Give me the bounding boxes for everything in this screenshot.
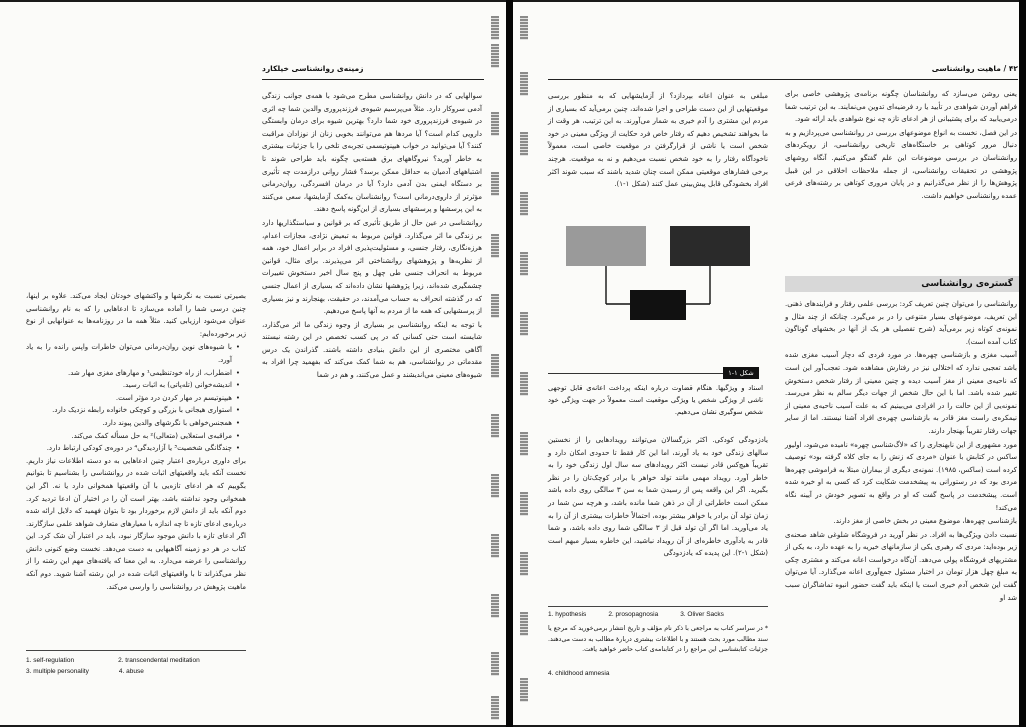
paragraph: بازشناسی چهره‌ها، موضوع معینی در بخش خاصی از مغز دارند. — [833, 517, 1017, 526]
list-item: • اندیشه‌خوانی (تله‌پاتی) به اثبات رسید. — [26, 379, 238, 392]
paragraph: با توجه به اینکه روانشناسی بر بسیاری از وجوه زندگی ما اثر می‌گذارد، شایسته است حتی کسانی که در پی کسب تخصص در این رشته نیستند آگاهی مختصری از این دانش بنیادی داشته باشند. گذراندن یک درس مقدماتی در روانشناسی، هم به شما کمک می‌کند که بفهمید چرا افراد به شیوه‌های معینی می‌اندیشند و عمل می‌کنند، و هم در شما — [262, 320, 482, 380]
paragraph: مبلغی به عنوان اعانه بپردازد؟ از آزمایشهایی که به منظور بررسی موقعیتهایی از این دست طراحی و اجرا شده‌اند، چنین برمی‌آید که بسیاری از مردم این مشتری را آدم خیری به شمار می‌آورند. به این ترتیب، هر وقت از ما بخواهند تشخیص دهیم که رفتار خاص فرد حکایت از ویژگی معینی در خود شخص است یا ناشی از قرارگرفتن در موقعیت خاصی است، معمولاً ناخودآگاه رفتار را به خود شخص نسبت می‌دهیم و نه به موقعیت. هرچند برخی فشارهای موقعیتی ممکن است چنان شدید باشند که سبب شوند اکثر افراد بخشودگی قابل پیش‌بینی عمل کنند (شکل ۱-۱). — [548, 92, 768, 189]
section-heading — [785, 276, 1023, 292]
list-item: • چندگانگی شخصیت³ یا آزاردیدگی⁴ در دوره‌ی کودکی ارتباط دارد. — [26, 442, 238, 455]
paragraph: مورد مشهوری از این نابهنجاری را که «لاگ‌شناسی چهره» نامیده می‌شود، اولیور ساکس در کتابش با عنوان «مردی که زنش را به جای کلاه گرفته بود» توصیف کرده است (ساکس، ۱۹۸۵). نمونه‌ی دیگری از بیماران مبتلا به فراموشی چهره‌ها مردی بود که در رستورانی به پیشخدمت شکایت کرد که کسی به او خیره شده است. پیشخدمت در پاسخ گفت که او در واقع به تصویر خودش در آیینه نگاه می‌کند! — [785, 440, 1017, 512]
paragraph: آسیب مغزی و بازشناسی چهره‌ها. در مورد فردی که دچار آسیب مغزی شده باشد تعجبی ندارد که اختلالی نیز در رفتارش مشاهده شود. تعجب‌آور این است که ناحیه‌ی معینی از مغز آسیب دیده و چنین معینی از رفتار شخص دستخوش تغییر شده باشد. اما با این حال شخص از جهات دیگر سالم به نظر می‌رسد. نمونه‌یی از این حالت را در افرادی می‌بینیم که به علت آسیب ناحیه‌ی معینی از نیمکره‌ی راست مغز قادر به بازشناسی چهره‌ی افراد آشنا نیستند. اما از سایر جهات رفتار تقریباً بهنجار دارند. — [785, 351, 1017, 435]
left-page-column-left — [26, 290, 246, 594]
list-item: • مراقبه‌ی استعلایی (متعالی)² به حل مسأله کمک می‌کند. — [26, 430, 238, 443]
paragraph: در این فصل، نخست به انواع موضوعهای بررسی در روانشناسی می‌پردازیم و به دنبال مرور کوتاهی بر خاستگاه‌های تاریخی روانشناسی، از رویکردهای روانشناسان در بررسی موضوعات این علم گفتگو می‌کنیم. آنگاه روشهای پژوهشی در تحقیقات روانشناسی، از جمله ملاحظات اخلاقی در این قبیل پژوهش‌ها را از نظر می‌گذرانیم و در پایان مروری کوتاهی بر رشته‌های فرعی عمده روانشناسی خواهیم داشت. — [785, 128, 1017, 200]
paragraph: بصیرتی نسبت به نگرشها و واکنشهای خودتان ایجاد می‌کند. علاوه بر اینها، چنین درسی شما را آماده می‌سازد تا ادعاهایی را که به نام روانشناسی عنوان می‌شود ارزیابی کنید. مثلاً همه ما در روزنامه‌ها به عنوانهایی از نوع زیر برخورده‌ایم: — [26, 292, 246, 338]
right-page-column-left-top — [548, 90, 768, 192]
figure-diagram — [558, 226, 758, 341]
binder-holes-left — [488, 2, 502, 725]
paragraph: یعنی روشن می‌سازد که روانشناسان چگونه برنامه‌ی پژوهشی خاصی برای فراهم آوردن شواهدی در تأیید یا رد فرضیه‌ای تدوین می‌نمایند. به این ترتیب شما درمی‌یابید که برای پشتیبانی از هر ادعای تازه چه نوع شواهدی باید ارائه شود. — [785, 90, 1017, 124]
paragraph: نسبت دادن ویژگی‌ها به افراد. در نظر آورید در فروشگاه شلوغی شاهد صحنه‌ی زیر بوده‌اید: مردی که رهبری یکی از سازمانهای خیریه را به عهده دارد، به یکی از مشتریهای فروشگاه پولی می‌دهد. آن‌گاه درخواست اعانه می‌کند و مشتری چکی به مبلغ چهل هزار تومان در اختیار مسئول جمع‌آوری اعانه می‌گذارد. آیا می‌توان گفت این شخص آدم خیری است یا اینکه باید گفت حضور انبوه تماشاگران سبب شد او — [785, 530, 1017, 602]
left-page — [0, 2, 506, 725]
paragraph: یادزدودگی کودکی. اکثر بزرگسالان می‌توانند رویدادهایی را از نخستین سالهای زندگی خود به یاد آورند، اما این کار فقط تا حدودی امکان دارد و تقریباً هیچ‌کس قادر نیست اکثر رویدادهای سه سال اول زندگی خود را به خاطر آورد. رویداد مهمی مانند تولد خواهر یا برادر کوچک‌تان را در نظر بگیرید. اگر این واقعه پس از رسیدن شما به سن ۳ سالگی روی داده باشد ممکن است خاطراتی از آن در ذهن شما مانده باشد، و هرچه سن شما در زمان تولد آن برادر یا خواهر بیشتر بوده، احتمالاً خاطرات بیشتری از آن را به یاد می‌آورید. اما اگر آن تولد قبل از ۳ سالگی شما روی داده باشد، و شما قادر به یادآوری خاطره‌ای از آن رویداد نباشید، این خاطره بسیار مبهم است (شکل ۱-۲). این پدیده که یادزدودگی — [548, 436, 768, 558]
footnote: 1. self-regulation — [26, 657, 75, 664]
footnote-rule — [548, 606, 768, 607]
book-gutter — [506, 0, 513, 727]
footnote-rule — [26, 650, 246, 651]
binder-holes-right — [517, 2, 531, 725]
right-page-column-right-bottom — [785, 298, 1017, 605]
footnote: 3. multiple personality — [26, 668, 89, 675]
paragraph: سوالهایی که در دانش روانشناسی مطرح می‌شود با همه‌ی جوانب زندگی آدمی سروکار دارد. مثلاً می‌پرسیم شیوه‌ی فرزندپروری والدین شما چه اثری در شیوه‌ی فرزندپروری خود شما دارد؟ بهترین شیوه برای درمان وابستگی دارویی کدام است؟ آیا مردها هم می‌توانند بخوبی زنان از نوزادان مراقبت کنند؟ آیا می‌توانید در خواب هیپنوتیسمی تجربه‌ی تلخی را با جزئیات بیشتری به خاطر آورید؟ نیروگاههای برق هسته‌یی چگونه باید طراحی شوند تا اشتباههای آدمیان به حداقل ممکن برسد؟ فشار روانی درازمدت چه تأثیری بر دستگاه ایمنی بدن آدمی دارد؟ آیا در درمان افسردگی، روان‌درمانی مؤثرتر از داروی‌درمانی است؟ روانشناسان به‌کمک آزمایشها، سعی می‌کنند به این پرسشها و پرسشهای بسیاری از این‌گونه پاسخ دهند. — [262, 92, 482, 214]
paragraph: برای داوری درباره‌ی اعتبار چنین ادعاهایی به دو دسته اطلاعات نیاز داریم. نخست آنکه باید واقعیتهای اثبات شده در روانشناسی را بشناسیم تا بتوانیم بگوییم که هر ادعای تازه‌یی با آن واقعیتها همخوانی دارد یا نه. اگر این همخوانی وجود نداشته باشد، بهتر است آن را در اختیار آن ادعا تردید کرد. دوم آنکه باید از دانش لازم برخوردار بود تا بتوان فهمید که دلایل ارائه شده درباره‌ی ادعای تازه تا چه اندازه با معیارهای متعارف شواهد علمی سازگارند. اگر ادعای تازه با دانش موجود سازگار نبود، باید در اعتبار آن شک کرد. این کتاب در هر دو زمینه آگاهیهایی به دست می‌دهد. نخست وضع کنونی دانش روانشناسی را عرضه می‌دارد. به این معنا که یافته‌های مهم این رشته را از نظر می‌گذراند تا با واقعیتهای اثبات شده در این رشته آشنا شوید. دوم آنکه ماهیت پژوهش در روانشناسی را وارسی می‌کند. — [26, 456, 246, 591]
paragraph: روانشناسی در عین حال از طریق تأثیری که بر قوانین و سیاستگذاریها دارد بر زندگی ما اثر می‌گذارد. قوانین مربوط به تبعیض نژادی، مجازات اعدام، هرزه‌نگاری، رفتار جنسی، و مسئولیت‌پذیری افراد در برابر اعمال خود، همه از نظریه‌ها و پژوهشهای روانشناختی اثر می‌پذیرند. برای مثال، قوانین مربوط به انحراف جنسی طی چهل و پنج سال اخیر دستخوش تغییرات چشمگیری شده‌اند، زیرا پژوهشها نشان داده‌اند که بسیاری از اعمال جنسی که در گذشته انحراف به حساب می‌آمدند، در حقیقت، بهنجارند و نیز بسیاری از پرسشهایی که همه ما از مردم به‌ آنها پاسخ می‌دهیم. — [262, 218, 482, 316]
page-edge — [1019, 0, 1026, 727]
list-item: • با شیوه‌های نوین روان‌درمانی می‌توان خاطرات واپس رانده را به یاد آورد. — [26, 341, 238, 366]
footnote: 1. hypothesis — [548, 611, 587, 618]
diagram-box-result — [630, 290, 686, 320]
right-page-column-left-bottom — [548, 434, 768, 561]
list-item: • استواری هیجانی با بزرگی و کوچکی خانواده رابطه نزدیک دارد. — [26, 404, 238, 417]
right-header-title: ۴۲ / ماهیت روانشناسی — [931, 64, 1018, 73]
diagram-box-light — [566, 226, 646, 266]
list-item: • هیپنوتیسم در مهار کردن درد مؤثر است. — [26, 392, 238, 405]
left-header-title: زمینه‌ی روانشناسی خیلکارد — [262, 64, 364, 73]
left-page-column-right — [262, 90, 482, 383]
footnote-persian: * در سراسر کتاب به مراجعی با ذکر نام مؤلف و تاریخ انتشار برمی‌خورید که مرجع یا سند مطالب مورد بحث هستند و با اطلاعات بیشتری دربارهٔ مطالب به دست می‌دهند. جزئیات کتابشناسی این مراجع را در کتابنامه‌ی کتاب حاضر خواهید یافت. — [548, 625, 768, 653]
left-page-header — [262, 64, 484, 80]
footnote: 4. childhood amnesia — [548, 670, 610, 677]
right-footnote-4 — [548, 670, 768, 677]
paragraph: روانشناسی را می‌توان چنین تعریف کرد: بررسی علمی رفتار و فرایندهای ذهنی. این تعریف، موضوعهای بسیار متنوعی را در بر می‌گیرد. چنانکه از چند مثال و نمونه‌ی کوتاه زیر برمی‌آید (شرح تفصیلی هر یک از آنها در بخشهای گوناگون کتاب آمده است). — [785, 300, 1017, 346]
footnote: 2. prosopagnosia — [608, 611, 659, 618]
list-item: • اضطراب، از راه خودتنظیمی¹ و مهارهای مغزی مهار شد. — [26, 367, 238, 380]
footnote: 2. transcendental meditation — [118, 657, 200, 664]
list-item: • همجنس‌خواهی با نگرشهای والدین پیوند دارد. — [26, 417, 238, 430]
section-heading-text: گستره‌ی روانشناسی — [921, 279, 1013, 289]
right-footnotes-en — [548, 611, 768, 618]
left-footnotes — [26, 657, 246, 675]
claims-list — [26, 341, 246, 454]
footnote: 4. abuse — [118, 668, 144, 675]
right-page-header — [548, 64, 1018, 80]
figure-label: شکل ۱-۱ — [723, 367, 759, 379]
right-page — [513, 2, 1024, 725]
figure-caption: اسناد و ویژگیها. هنگام قضاوت درباره اینکه پرداخت اعانه‌ی قابل توجهی ناشی از ویژگی شخص یا ویژگی موقعیت است معمولاً در جهت ویژگی خود شخص سوگیری نشان می‌دهیم. — [548, 384, 763, 416]
caption-rule — [548, 373, 723, 374]
footnote: 3. Oliver Sacks — [680, 611, 724, 618]
diagram-box-dark — [670, 226, 750, 266]
right-page-column-right-top — [785, 88, 1017, 203]
